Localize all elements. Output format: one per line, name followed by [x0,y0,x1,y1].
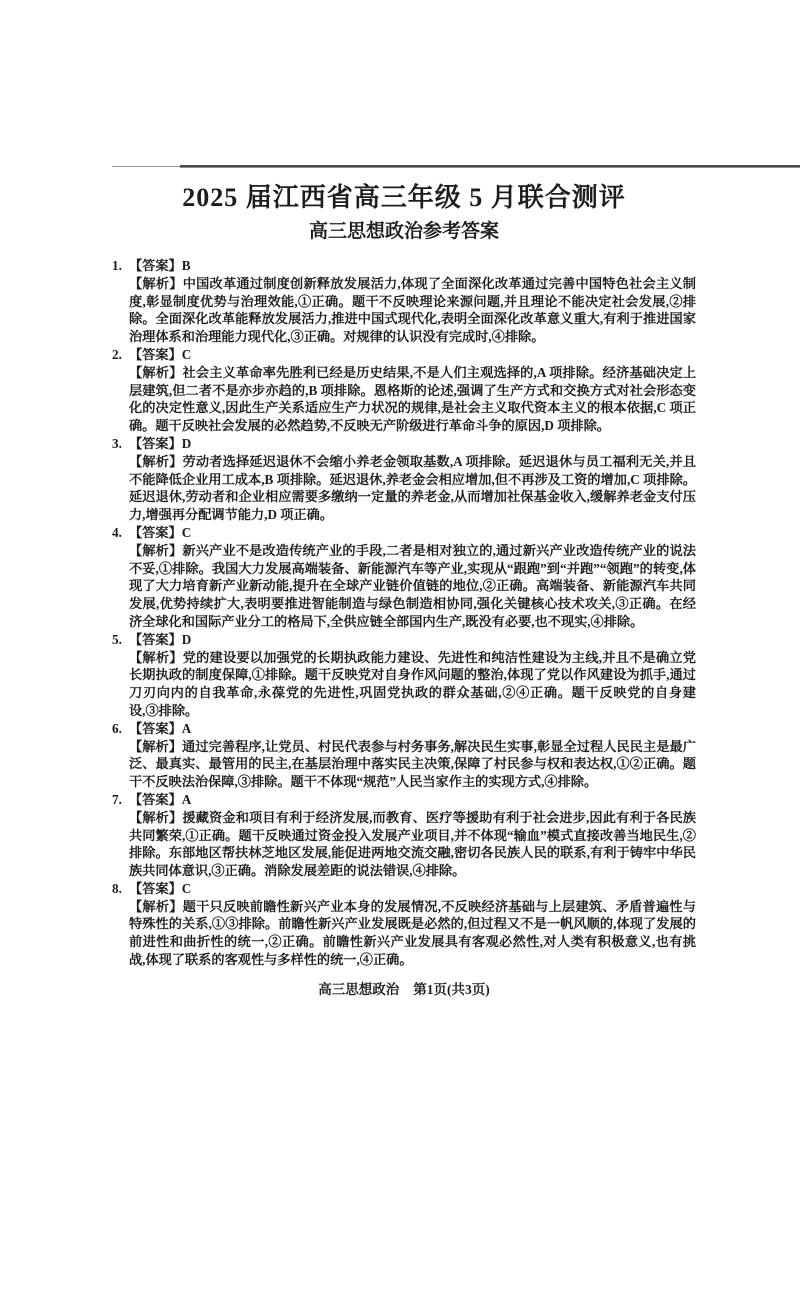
answer-item-8 [112,880,696,969]
analysis-label: 【解析】 [129,275,183,291]
answer-letter: C [181,346,192,362]
answer-line [129,720,696,738]
analysis-text: 援藏资金和项目有利于经济发展,而教育、医疗等援助有利于社会进步,因此有利于各民族共同繁荣,①正确。题干反映通过资金投入发展产业项目,并不体现“输血”模式直接改善当地民生,②排除。东部地区帮扶林芝地区发展,能促进两地交流交融,密切各民族人民的联系,有利于铸牢中华民族共同体意识,③正确。消除发展差距的说法错误,④排除。 [129,809,696,879]
answer-item-7 [112,791,696,880]
document-title: 2025 届江西省高三年级 5 月联合测评 [182,183,626,212]
analysis-paragraph [129,364,696,435]
top-rule-right-segment [180,165,800,168]
analysis-label: 【解析】 [129,364,183,380]
answer-item-1 [112,257,696,346]
answer-item-4 [112,524,696,631]
answer-letter: D [181,435,192,451]
analysis-label: 【解析】 [129,809,183,825]
answer-letter: C [181,880,192,896]
analysis-text: 劳动者选择延迟退休不会缩小养老金领取基数,A 项排除。延迟退休与员工福利无关,并且不能降低企业用工成本,B 项排除。延迟退休,养老金会相应增加,但不再涉及工资的增加,C 项排除。延迟退休,劳动者和企业相应需要多缴纳一定量的养老金,从而增加社保基金收入,缓解养老金支付压力,增强再分配调节能力,D 项正确。 [129,453,697,523]
answer-item-3 [112,435,696,524]
answer-item-5 [112,631,696,720]
analysis-text: 中国改革通过制度创新释放发展活力,体现了全面深化改革通过完善中国特色社会主义制度,彰显制度优势与治理效能,①正确。题干不反映理论来源问题,并且理论不能决定社会发展,②排除。全面深化改革能释放发展活力,推进中国式现代化,表明全面深化改革意义重大,有利于推进国家治理体系和治理能力现代化,③正确。对规律的认识没有完成时,④排除。 [129,275,696,345]
analysis-paragraph [129,275,696,346]
item-number: 7. [112,791,122,807]
answer-letter: C [181,524,192,540]
item-number: 5. [112,631,122,647]
answer-line [129,791,696,809]
answer-line [129,880,696,898]
answer-letter: B [181,258,191,273]
item-number: 8. [112,880,122,896]
answer-label: 【答案】 [129,346,182,362]
analysis-text: 新兴产业不是改造传统产业的手段,二者是相对独立的,通过新兴产业改造传统产业的说法不妥,①排除。我国大力发展高端装备、新能源汽车等产业,实现从“跟跑”到“并跑”“领跑”的转变,体现了大力培育新产业新动能,提升在全球产业链价值链的地位,②正确。高端装备、新能源汽车共同发展,优势持续扩大,表明要推进智能制造与绿色制造相协同,强化关键核心技术攻关,③正确。在经济全球化和国际产业分工的格局下,全供应链全部国内生产,既没有必要,也不现实,④排除。 [129,542,696,629]
answer-label: 【答案】 [129,524,182,540]
answer-item-6 [112,720,696,791]
answer-line [129,257,696,275]
analysis-paragraph [129,542,696,631]
analysis-text: 通过完善程序,让党员、村民代表参与村务事务,解决民生实事,彰显全过程人民民主是最广泛、最真实、最管用的民主,在基层治理中落实民主决策,保障了村民参与权和表达权,①②正确。题干不反映法治保障,③排除。题干不体现“规范”人民当家作主的实现方式,④排除。 [129,738,696,790]
answer-list [112,257,696,969]
answer-item-2 [112,346,696,435]
analysis-text: 题干只反映前瞻性新兴产业本身的发展情况,不反映经济基础与上层建筑、矛盾普遍性与特殊性的关系,①③排除。前瞻性新兴产业发展既是必然的,但过程又不是一帆风顺的,体现了发展的前进性和曲折性的统一,②正确。前瞻性新兴产业发展具有客观必然性,对人类有积极意义,也有挑战,体现了联系的客观性与多样性的统一,④正确。 [129,898,696,968]
answer-line [129,631,696,649]
answer-label: 【答案】 [129,435,182,451]
item-number: 2. [112,346,122,362]
analysis-paragraph [129,809,696,880]
answer-label: 【答案】 [129,880,182,896]
analysis-paragraph [129,898,696,969]
answer-line [129,524,696,542]
answer-label: 【答案】 [129,720,182,736]
answer-letter: A [181,791,192,807]
page-footer [112,978,696,998]
item-number: 3. [112,435,122,451]
analysis-label: 【解析】 [129,649,183,665]
analysis-text: 党的建设要以加强党的长期执政能力建设、先进性和纯洁性建设为主线,并且不是确立党长期执政的制度保障,①排除。题干反映党对自身作风问题的整治,体现了党以作风建设为抓手,通过刀刃向内的自我革命,永葆党的先进性,巩固党执政的群众基础,②④正确。题干反映党的自身建设,③排除。 [129,649,696,718]
analysis-label: 【解析】 [129,898,183,914]
top-rule-left-segment [112,166,180,167]
answer-letter: A [181,720,192,736]
document-subtitle: 高三思想政治参考答案 [308,221,499,242]
answer-label: 【答案】 [129,631,182,647]
item-number: 6. [112,720,122,736]
analysis-text: 社会主义革命率先胜利已经是历史结果,不是人们主观选择的,A 项排除。经济基础决定上层建筑,但二者不是亦步亦趋的,B 项排除。恩格斯的论述,强调了生产方式和交换方式对社会形态变化的决定性意义,因此生产关系适应生产力状况的规律,是社会主义取代资本主义的根本依据,C 项正确。题干反映社会发展的必然趋势,不反映无产阶级进行革命斗争的原因,D 项排除。 [129,364,697,434]
analysis-label: 【解析】 [129,738,183,754]
answer-letter: D [181,631,192,647]
footer-course-name: 高三思想政治 [318,981,400,997]
analysis-label: 【解析】 [129,542,183,558]
answer-line [129,435,696,453]
item-number: 1. [112,258,122,273]
top-rule [112,165,800,168]
analysis-label: 【解析】 [129,453,183,469]
footer-page-number: 第1页(共3页) [413,981,490,997]
answer-label: 【答案】 [129,258,182,273]
analysis-paragraph [129,649,696,720]
answer-line [129,346,696,364]
analysis-paragraph [129,453,696,524]
document-page [0,165,800,1296]
item-number: 4. [112,524,122,540]
analysis-paragraph [129,738,696,791]
answer-label: 【答案】 [129,791,182,807]
